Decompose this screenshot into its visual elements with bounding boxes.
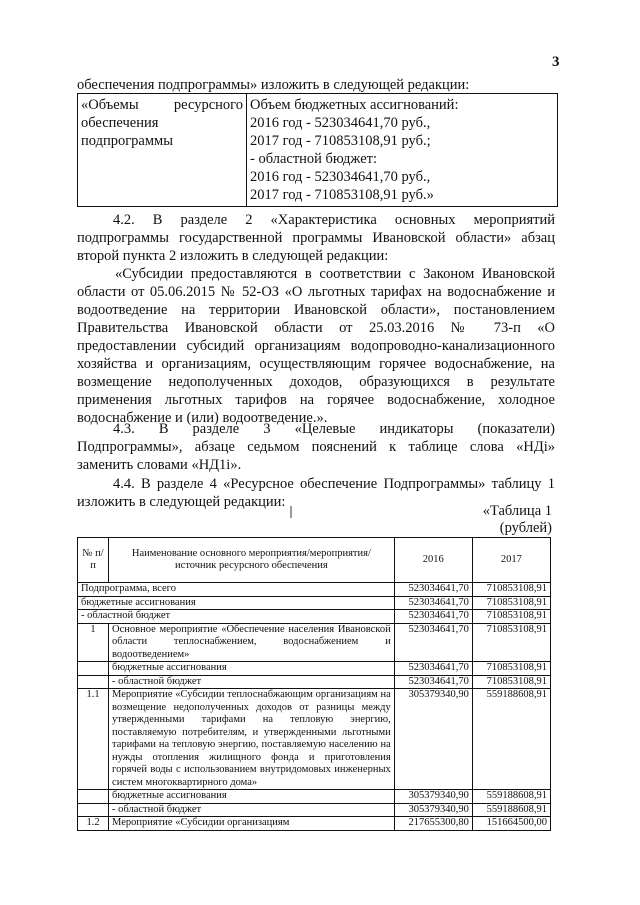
finance-table-header [78, 538, 551, 583]
resource-value-line: 2016 год - 523034641,70 руб., [250, 169, 431, 185]
paragraph-4-3: 4.3. В разделе 3 «Целевые индикаторы (показатели) Подпрограммы», абзаце седьмом пояснений к таблице слова «НДi» заменить словами «НД1i». [77, 421, 555, 473]
resource-summary-table [77, 93, 558, 207]
row-number [78, 790, 109, 804]
scan-mark [290, 506, 292, 518]
row-number: 1 [78, 623, 109, 662]
header-2017: 2017 [472, 538, 550, 583]
row-value-2016: 217655300,80 [394, 817, 472, 831]
row-value-2016: 523034641,70 [394, 662, 472, 676]
row-name: Мероприятие «Субсидии теплоснабжающим организациям на возмещение недополученных доходов от разницы между утвержденными тарифами на тепловую энергию, поставляемую потребителям, и утвержденными льготными тарифами на тепловую энергию, поставляемую населению на нужды отопления жилищного фонда и приготовления горячей воды с использованием внутридомовых инженерных систем многоквартирного дома» [109, 689, 395, 790]
row-value-2016: 305379340,90 [394, 803, 472, 817]
row-value-2017: 151664500,00 [472, 817, 550, 831]
row-value-2016: 305379340,90 [394, 689, 472, 790]
resource-value-line: 2016 год - 523034641,70 руб., [250, 115, 431, 131]
resource-summary-label [78, 94, 247, 207]
resource-label-line: «Объемы ресурсного [81, 97, 243, 113]
row-value-2017: 710853108,91 [472, 662, 550, 676]
table-row [78, 662, 551, 676]
row-value-2017: 559188608,91 [472, 803, 550, 817]
quoted-paragraph: «Субсидии предоставляются в соответствии с Законом Ивановской области от 05.06.2015 № 52-ОЗ «О льготных тарифах на водоснабжение и водоотведение на территории Ивановской области», постановлением Правительства Ивановской области от 25.03.2016 № 73-п «О предоставлении субсидий организациям водопроводно-канализационного хозяйства и организациям, осуществляющим горячее водоснабжение, на возмещение недополученных доходов, образующихся в результате применения льготных тарифов на горячее водоснабжение, холодное водоснабжение и (или) водоотведение.». [77, 266, 555, 426]
table-row [78, 596, 551, 610]
resource-value-line: Объем бюджетных ассигнований: [250, 97, 459, 113]
row-value-2016: 523034641,70 [394, 675, 472, 689]
resource-value-line: 2017 год - 710853108,91 руб.; [250, 133, 431, 149]
row-value-2016: 523034641,70 [394, 596, 472, 610]
finance-table [77, 537, 551, 831]
row-number [78, 803, 109, 817]
table-unit: (рублей) [499, 520, 552, 536]
resource-value-line: 2017 год - 710853108,91 руб.» [250, 187, 434, 203]
table-caption: «Таблица 1 [482, 503, 552, 519]
table-row [78, 610, 551, 624]
row-value-2017: 710853108,91 [472, 610, 550, 624]
table-row [78, 803, 551, 817]
row-name: бюджетные ассигнования [78, 596, 395, 610]
resource-summary-row [78, 94, 558, 207]
resource-value-line: - областной бюджет: [250, 151, 378, 167]
row-number: 1.2 [78, 817, 109, 831]
table-row [78, 623, 551, 662]
row-name: - областной бюджет [78, 610, 395, 624]
table-row [78, 790, 551, 804]
page-number: 3 [552, 54, 560, 70]
table-row [78, 675, 551, 689]
row-value-2016: 523034641,70 [394, 623, 472, 662]
paragraph-4-2: 4.2. В разделе 2 «Характеристика основных мероприятий подпрограммы государственной программы Ивановской области» абзац второй пункта 2 изложить в следующей редакции: [77, 212, 555, 264]
row-name: бюджетные ассигнования [109, 790, 395, 804]
table-row [78, 583, 551, 597]
resource-label-line: обеспечения [81, 115, 159, 131]
resource-label-line: подпрограммы [81, 133, 173, 149]
row-value-2016: 523034641,70 [394, 583, 472, 597]
row-value-2017: 710853108,91 [472, 583, 550, 597]
row-name: Мероприятие «Субсидии организациям [109, 817, 395, 831]
row-value-2017: 710853108,91 [472, 675, 550, 689]
resource-summary-value [247, 94, 558, 207]
header-name: Наименование основного мероприятия/мероприятия/источник ресурсного обеспечения [109, 538, 395, 583]
row-name: - областной бюджет [109, 675, 395, 689]
row-number [78, 662, 109, 676]
header-number: № п/п [78, 538, 109, 583]
finance-table-body [78, 583, 551, 831]
row-value-2016: 523034641,70 [394, 610, 472, 624]
intro-line: обеспечения подпрограммы» изложить в следующей редакции: [77, 77, 470, 93]
row-number [78, 675, 109, 689]
row-name: бюджетные ассигнования [109, 662, 395, 676]
row-value-2017: 710853108,91 [472, 623, 550, 662]
header-2016: 2016 [394, 538, 472, 583]
row-name: Подпрограмма, всего [78, 583, 395, 597]
table-row [78, 689, 551, 790]
row-name: - областной бюджет [109, 803, 395, 817]
paragraph-4-4: 4.4. В разделе 4 «Ресурсное обеспечение Подпрограммы» таблицу 1 изложить в следующей редакции: [77, 476, 555, 510]
row-name: Основное мероприятие «Обеспечение населения Ивановской области теплоснабжением, водоснабжением и водоотведением» [109, 623, 395, 662]
row-value-2017: 559188608,91 [472, 689, 550, 790]
row-value-2017: 559188608,91 [472, 790, 550, 804]
table-row [78, 817, 551, 831]
row-value-2016: 305379340,90 [394, 790, 472, 804]
row-value-2017: 710853108,91 [472, 596, 550, 610]
row-number: 1.1 [78, 689, 109, 790]
